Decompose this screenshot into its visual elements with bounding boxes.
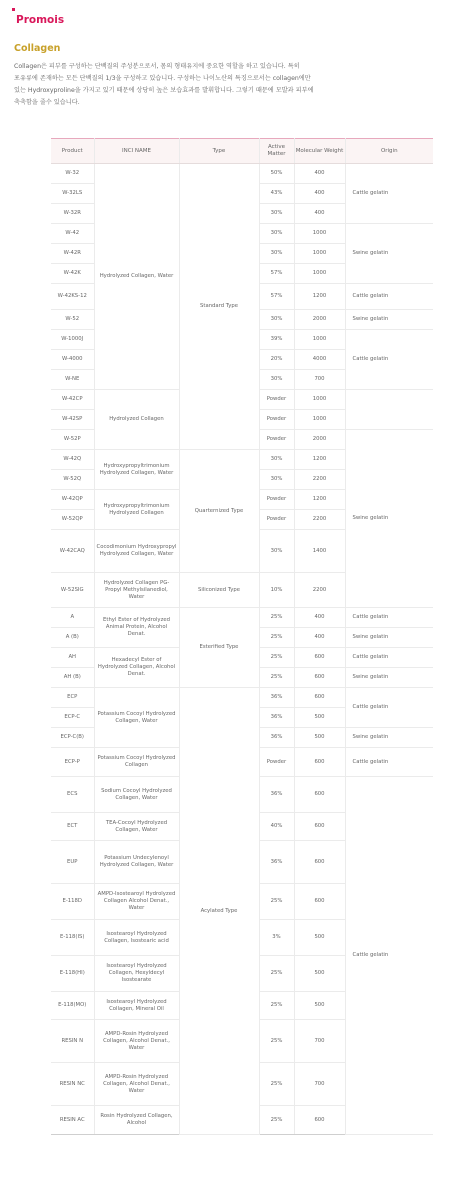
weight-cell: 500 bbox=[294, 956, 345, 992]
weight-cell: 1400 bbox=[294, 530, 345, 573]
origin-cell: Swine gelatin bbox=[345, 224, 433, 284]
inci-cell: Hydrolyzed Collagen, Water bbox=[94, 164, 179, 390]
product-cell: W-4000 bbox=[51, 350, 94, 370]
weight-cell: 1200 bbox=[294, 284, 345, 310]
active-cell: 39% bbox=[259, 330, 294, 350]
product-cell: W-42Q bbox=[51, 450, 94, 470]
inci-cell: Ethyl Ester of Hydrolyzed Animal Protein, Alcohol Denat. bbox=[94, 608, 179, 648]
weight-cell: 600 bbox=[294, 748, 345, 777]
active-cell: Powder bbox=[259, 390, 294, 410]
inci-cell: Cocodimonium Hydroxypropyl Hydrolyzed Collagen, Water bbox=[94, 530, 179, 573]
origin-cell: Swine gelatin bbox=[345, 430, 433, 608]
active-cell: 36% bbox=[259, 841, 294, 884]
active-cell: 25% bbox=[259, 1106, 294, 1135]
product-cell: W-52QP bbox=[51, 510, 94, 530]
product-cell: W-1000J bbox=[51, 330, 94, 350]
weight-cell: 1000 bbox=[294, 390, 345, 410]
brand-name: Promois bbox=[16, 14, 65, 26]
col-molecular-weight: Molecular Weight bbox=[294, 139, 345, 164]
product-cell: A bbox=[51, 608, 94, 628]
weight-cell: 400 bbox=[294, 164, 345, 184]
active-cell: 30% bbox=[259, 204, 294, 224]
product-cell: EUP bbox=[51, 841, 94, 884]
product-cell: AH (B) bbox=[51, 668, 94, 688]
product-cell: W-52Q bbox=[51, 470, 94, 490]
active-cell: 36% bbox=[259, 688, 294, 708]
origin-cell: Cattle gelatin bbox=[345, 608, 433, 628]
origin-cell: Cattle gelatin bbox=[345, 330, 433, 390]
col-origin: Origin bbox=[345, 139, 433, 164]
col-type: Type bbox=[179, 139, 259, 164]
weight-cell: 400 bbox=[294, 608, 345, 628]
inci-cell: Potassium Undecylenoyl Hydrolyzed Collagen, Water bbox=[94, 841, 179, 884]
active-cell: 30% bbox=[259, 224, 294, 244]
weight-cell: 700 bbox=[294, 370, 345, 390]
table-row bbox=[51, 688, 433, 708]
weight-cell: 500 bbox=[294, 728, 345, 748]
origin-cell: Swine gelatin bbox=[345, 628, 433, 648]
description-line: 축축함을 줄수 있습니다. bbox=[14, 99, 80, 106]
origin-cell: Cattle gelatin bbox=[345, 648, 433, 668]
type-cell: Esterified Type bbox=[179, 608, 259, 688]
description-line: 있는 Hydroxyproline을 가지고 있기 때문에 상당히 높은 보습효과를 발휘합니다. 그렇기 때문에 모발과 피부에 bbox=[14, 87, 314, 94]
inci-cell: Isostearoyl Hydrolyzed Collagen, Mineral Oil bbox=[94, 992, 179, 1020]
active-cell: 40% bbox=[259, 813, 294, 841]
weight-cell: 500 bbox=[294, 992, 345, 1020]
table-row bbox=[51, 608, 433, 628]
product-cell: A (B) bbox=[51, 628, 94, 648]
inci-cell: TEA-Cocoyl Hydrolyzed Collagen, Water bbox=[94, 813, 179, 841]
product-cell: E-118(IS) bbox=[51, 920, 94, 956]
inci-cell: Potassium Cocoyl Hydrolyzed Collagen, Water bbox=[94, 688, 179, 748]
weight-cell: 600 bbox=[294, 841, 345, 884]
active-cell: Powder bbox=[259, 410, 294, 430]
active-cell: 43% bbox=[259, 184, 294, 204]
inci-cell: AMPD-Rosin Hydrolyzed Collagen, Alcohol Denat., Water bbox=[94, 1063, 179, 1106]
active-cell: 30% bbox=[259, 470, 294, 490]
active-cell: 3% bbox=[259, 920, 294, 956]
product-cell: W-NE bbox=[51, 370, 94, 390]
product-cell: ECP-C bbox=[51, 708, 94, 728]
product-cell: W-42R bbox=[51, 244, 94, 264]
product-cell: W-52 bbox=[51, 310, 94, 330]
inci-cell: Hydrolyzed Collagen bbox=[94, 390, 179, 450]
product-cell: W-42 bbox=[51, 224, 94, 244]
inci-cell: Isostearoyl Hydrolyzed Collagen, Isostearic acid bbox=[94, 920, 179, 956]
active-cell: 25% bbox=[259, 884, 294, 920]
inci-cell: Potassium Cocoyl Hydrolyzed Collagen bbox=[94, 748, 179, 777]
weight-cell: 400 bbox=[294, 628, 345, 648]
product-cell: W-32LS bbox=[51, 184, 94, 204]
origin-cell: Swine gelatin bbox=[345, 310, 433, 330]
inci-cell: AMPD-Isostearoyl Hydrolyzed Collagen Alcohol Denat., Water bbox=[94, 884, 179, 920]
weight-cell: 1000 bbox=[294, 244, 345, 264]
origin-cell: Cattle gelatin bbox=[345, 688, 433, 728]
product-cell: RESIN NC bbox=[51, 1063, 94, 1106]
inci-cell: Hydroxypropyltrimonium Hydrolyzed Collagen, Water bbox=[94, 450, 179, 490]
origin-cell: Cattle gelatin bbox=[345, 284, 433, 310]
inci-cell: Hexadecyl Ester of Hydrolyzed Collagen, Alcohol Denat. bbox=[94, 648, 179, 688]
weight-cell: 600 bbox=[294, 688, 345, 708]
inci-cell: Rosin Hydrolyzed Collagen, Alcohol bbox=[94, 1106, 179, 1135]
weight-cell: 4000 bbox=[294, 350, 345, 370]
product-cell: W-42SP bbox=[51, 410, 94, 430]
active-cell: 30% bbox=[259, 244, 294, 264]
active-cell: 25% bbox=[259, 648, 294, 668]
weight-cell: 600 bbox=[294, 777, 345, 813]
page-title: Collagen bbox=[14, 43, 61, 54]
active-cell: 36% bbox=[259, 777, 294, 813]
product-table bbox=[51, 138, 433, 1135]
active-cell: 25% bbox=[259, 1063, 294, 1106]
active-cell: 30% bbox=[259, 530, 294, 573]
weight-cell: 600 bbox=[294, 1106, 345, 1135]
type-cell: Quarternized Type bbox=[179, 450, 259, 573]
product-cell: ECP bbox=[51, 688, 94, 708]
product-cell: ECP-C(B) bbox=[51, 728, 94, 748]
active-cell: 20% bbox=[259, 350, 294, 370]
description-line: Collagen은 피부를 구성하는 단백질의 주성분으로서, 몸의 형태유지에 중요한 역할을 하고 있습니다. 특히 bbox=[14, 63, 300, 70]
active-cell: Powder bbox=[259, 490, 294, 510]
product-cell: ECT bbox=[51, 813, 94, 841]
weight-cell: 2200 bbox=[294, 470, 345, 490]
weight-cell: 2000 bbox=[294, 310, 345, 330]
type-cell: Acylated Type bbox=[179, 688, 259, 1135]
table-row bbox=[51, 164, 433, 184]
type-cell: Standard Type bbox=[179, 164, 259, 450]
active-cell: 57% bbox=[259, 284, 294, 310]
weight-cell: 700 bbox=[294, 1063, 345, 1106]
weight-cell: 500 bbox=[294, 920, 345, 956]
active-cell: 25% bbox=[259, 628, 294, 648]
product-cell: W-32R bbox=[51, 204, 94, 224]
inci-cell: Hydrolyzed Collagen PG-Propyl Methylsilanediol, Water bbox=[94, 573, 179, 608]
active-cell: 25% bbox=[259, 668, 294, 688]
weight-cell: 1200 bbox=[294, 450, 345, 470]
origin-cell: Cattle gelatin bbox=[345, 777, 433, 1135]
active-cell: 25% bbox=[259, 1020, 294, 1063]
active-cell: 50% bbox=[259, 164, 294, 184]
description-line: 포유류에 존재하는 모든 단백질의 1/3을 구성하고 있습니다. 구성하는 나이노산의 특징으로서는 collagen에만 bbox=[14, 75, 311, 82]
active-cell: 36% bbox=[259, 708, 294, 728]
weight-cell: 2200 bbox=[294, 510, 345, 530]
weight-cell: 600 bbox=[294, 884, 345, 920]
product-cell: W-42K bbox=[51, 264, 94, 284]
brand-dot-icon bbox=[12, 8, 15, 11]
weight-cell: 1000 bbox=[294, 410, 345, 430]
active-cell: 25% bbox=[259, 992, 294, 1020]
inci-cell: Isostearoyl Hydrolyzed Collagen, Hexyldecyl Isostearate bbox=[94, 956, 179, 992]
product-cell: E-118D bbox=[51, 884, 94, 920]
weight-cell: 600 bbox=[294, 668, 345, 688]
weight-cell: 2000 bbox=[294, 430, 345, 450]
weight-cell: 2200 bbox=[294, 573, 345, 608]
active-cell: 25% bbox=[259, 956, 294, 992]
origin-cell: Cattle gelatin bbox=[345, 164, 433, 224]
active-cell: 25% bbox=[259, 608, 294, 628]
weight-cell: 400 bbox=[294, 204, 345, 224]
weight-cell: 600 bbox=[294, 648, 345, 668]
active-cell: 30% bbox=[259, 450, 294, 470]
weight-cell: 500 bbox=[294, 708, 345, 728]
active-cell: Powder bbox=[259, 748, 294, 777]
active-cell: 30% bbox=[259, 310, 294, 330]
active-cell: Powder bbox=[259, 430, 294, 450]
product-cell: ECS bbox=[51, 777, 94, 813]
inci-cell: Sodium Cocoyl Hydrolyzed Collagen, Water bbox=[94, 777, 179, 813]
weight-cell: 1000 bbox=[294, 264, 345, 284]
weight-cell: 700 bbox=[294, 1020, 345, 1063]
product-cell: E-118(MO) bbox=[51, 992, 94, 1020]
weight-cell: 1200 bbox=[294, 490, 345, 510]
active-cell: Powder bbox=[259, 510, 294, 530]
origin-cell: Swine gelatin bbox=[345, 668, 433, 688]
col-inci: INCI NAME bbox=[94, 139, 179, 164]
product-cell: AH bbox=[51, 648, 94, 668]
inci-cell: AMPD-Rosin Hydrolyzed Collagen, Alcohol Denat., Water bbox=[94, 1020, 179, 1063]
product-cell: W-42CAQ bbox=[51, 530, 94, 573]
product-cell: W-32 bbox=[51, 164, 94, 184]
product-cell: RESIN N bbox=[51, 1020, 94, 1063]
product-cell: W-42CP bbox=[51, 390, 94, 410]
product-cell: W-52SIG bbox=[51, 573, 94, 608]
col-product: Product bbox=[51, 139, 94, 164]
origin-cell bbox=[345, 390, 433, 430]
inci-cell: Hydroxypropyltrimonium Hydrolyzed Collagen bbox=[94, 490, 179, 530]
weight-cell: 1000 bbox=[294, 224, 345, 244]
weight-cell: 600 bbox=[294, 813, 345, 841]
table-header-row bbox=[51, 139, 433, 164]
product-cell: W-42KS-12 bbox=[51, 284, 94, 310]
origin-cell: Cattle gelatin bbox=[345, 748, 433, 777]
weight-cell: 1000 bbox=[294, 330, 345, 350]
product-cell: W-42QP bbox=[51, 490, 94, 510]
description bbox=[14, 61, 364, 109]
type-cell: Siliconized Type bbox=[179, 573, 259, 608]
active-cell: 57% bbox=[259, 264, 294, 284]
col-active-matter: Active Matter bbox=[259, 139, 294, 164]
product-cell: W-52P bbox=[51, 430, 94, 450]
product-cell: E-118(HI) bbox=[51, 956, 94, 992]
product-cell: RESIN AC bbox=[51, 1106, 94, 1135]
origin-cell: Swine gelatin bbox=[345, 728, 433, 748]
active-cell: 36% bbox=[259, 728, 294, 748]
weight-cell: 400 bbox=[294, 184, 345, 204]
active-cell: 30% bbox=[259, 370, 294, 390]
product-cell: ECP-P bbox=[51, 748, 94, 777]
active-cell: 10% bbox=[259, 573, 294, 608]
